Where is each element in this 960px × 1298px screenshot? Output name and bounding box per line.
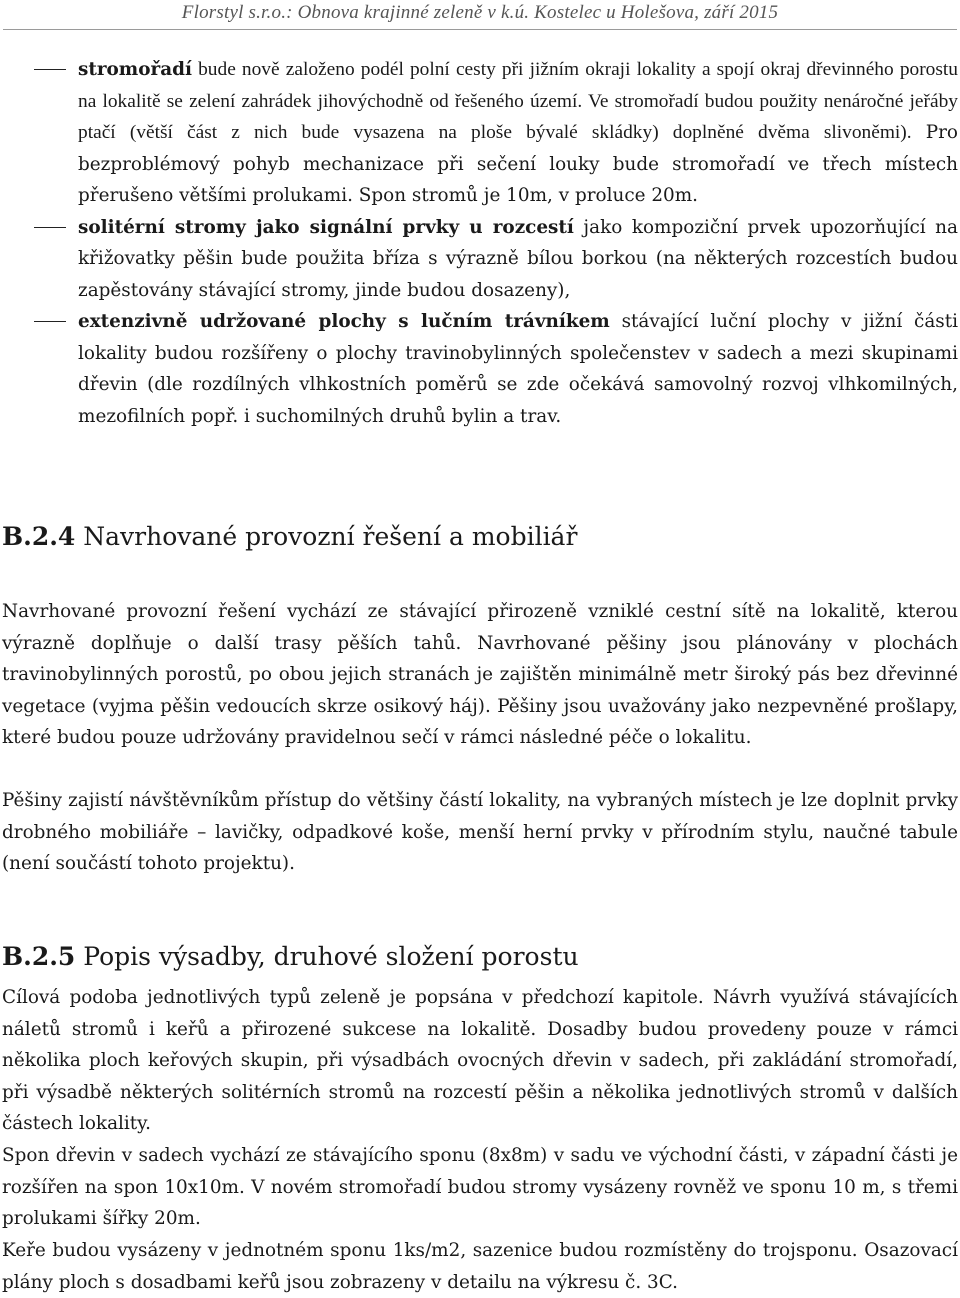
bullet-text — [78, 306, 958, 432]
paragraph: Cílová podoba jednotlivých typů zeleně je popsána v předchozí kapitole. Návrh využívá stávajících náletů stromů i keřů a přirozené sukcese na lokalitě. Dosadby budou provedeny pouze v rámci několika ploch keřových skupin, při výsadbách ovocných dřevin v sadech, při zakládání stromořadí, při výsadbě některých solitérních stromů na rozcestí pěšin a několika jednotlivých stromů v dalších částech lokality. — [2, 987, 958, 1134]
section-heading-b24 — [2, 520, 577, 554]
section-number: B.2.5 — [2, 942, 76, 971]
paragraph: Navrhované provozní řešení vychází ze stávající přirozeně vzniklé cestní sítě na lokalitě, kterou výrazně doplňuje o další trasy pěších tahů. Navrhované pěšiny jsou plánovány v plochách travinobylinných porostů, po obou jejich stranách je zajištěn minimálně metr široký pás bez dřevinné vegetace (vyjma pěšin vedoucích skrze osikový háj). Pěšiny jsou uvažovány jako nezpevněné prošlapy, které budou pouze udržovány pravidelnou sečí v rámci následné péče o lokalitu. — [2, 601, 958, 748]
dash-bullet-icon — [34, 69, 66, 70]
paragraph: Pěšiny zajistí návštěvníkům přístup do většiny částí lokality, na vybraných místech je lze doplnit prvky drobného mobiliáře – lavičky, odpadkové koše, menší herní prvky v přírodním stylu, naučné tabule (není součástí tohoto projektu). — [2, 790, 958, 874]
dash-bullet-icon — [34, 227, 66, 228]
paragraph: Keře budou vysázeny v jednotném sponu 1ks/m2, sazenice budou rozmístěny do trojsponu. Osazovací plány ploch s dosadbami keřů jsou zobrazeny v detailu na výkresu č. 3C. — [2, 1240, 958, 1293]
bullet-text — [78, 54, 958, 212]
bullet-body: stávající luční plochy v jižní části lokality budou rozšířeny o plochy travinobylinných společenstev v sadech a mezi skupinami dřevin (dle rozdílných vlhkostních poměrů se zde očekává samovolný rozvoj vlhkomilných, mezofilních popř. i suchomilných druhů bylin a trav. — [78, 311, 958, 427]
bullet-body: bude nově založeno podél polní cesty při jižním okraji lokality a spojí okraj dřevinného porostu na lokalitě se zelení zahrádek jihovýchodně od řešeného území. Ve stromořadí budou použity nenáročné jeřáby ptačí (větší část z nich bude vysazena na ploše bývalé skládky) doplněné dvěma slivoněmi). — [78, 59, 958, 143]
bullet-lead: extenzivně udržované plochy s lučním trávníkem — [78, 311, 610, 332]
bullet-text — [78, 212, 958, 307]
paragraph: Spon dřevin v sadech vychází ze stávajícího sponu (8x8m) v sadu ve východní části, v západní části je rozšířen na spon 10x10m. V novém stromořadí budou stromy vysázeny rovněž ve sponu 10 m, s třemi prolukami šířky 20m. — [2, 1145, 958, 1229]
dash-bullet-icon — [34, 321, 66, 322]
section-number: B.2.4 — [2, 522, 76, 551]
header-divider — [3, 29, 957, 30]
bullet-list — [0, 54, 960, 432]
section-heading-b25 — [2, 940, 579, 974]
list-item — [0, 306, 960, 432]
section-title: Popis výsadby, druhové složení porostu — [75, 942, 579, 971]
bullet-lead: stromořadí — [78, 59, 192, 80]
bullet-body-cont: Pro bezproblémový pohyb mechanizace při sečení louky bude stromořadí ve třech místech přerušeno většími prolukami. Spon stromů je 10m, v proluce 20m. — [78, 122, 958, 206]
list-item — [0, 212, 960, 307]
bullet-body: jako kompoziční prvek upozorňující na křižovatky pěšin bude použita bříza s výrazně bílou borkou (na některých rozcestích budou zapěstovány stávající stromy, jinde budou dosazeny), — [78, 216, 958, 301]
page-header: Florstyl s.r.o.: Obnova krajinné zeleně v k.ú. Kostelec u Holešova, září 2015 — [181, 2, 779, 23]
section-title: Navrhované provozní řešení a mobiliář — [75, 522, 578, 551]
list-item — [0, 54, 960, 212]
bullet-lead: solitérní stromy jako signální prvky u rozcestí — [78, 216, 574, 238]
